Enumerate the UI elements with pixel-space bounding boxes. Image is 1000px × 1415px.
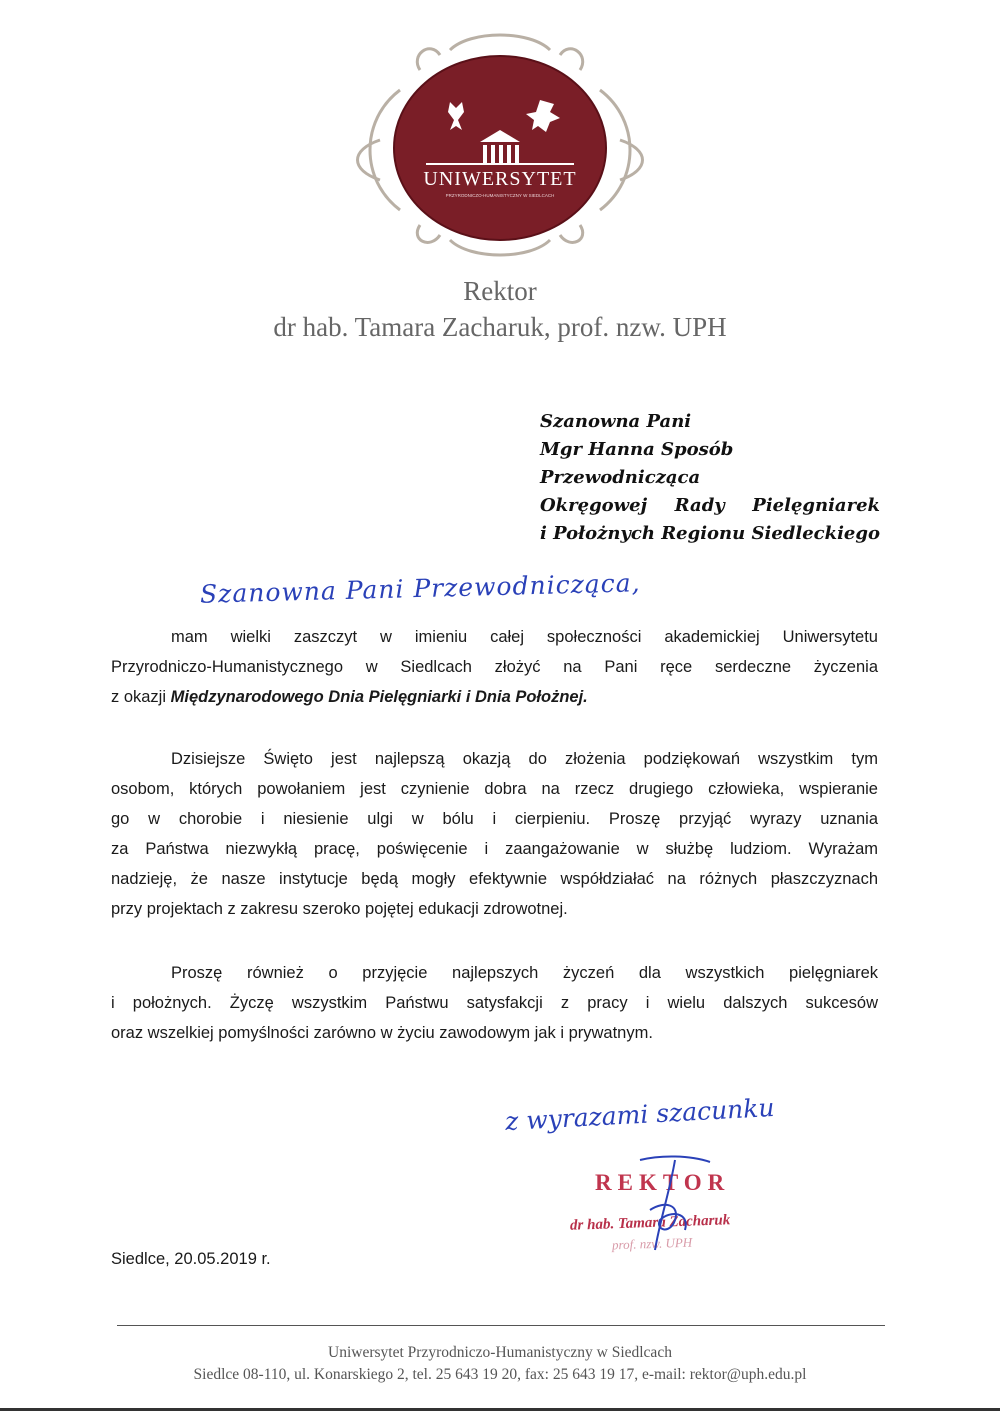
text-line: i położnych. Życzę wszystkim Państwu satysfakcji z pracy i wielu dalszych sukcesów [111, 994, 878, 1012]
addressee-word: Regionu [661, 523, 746, 544]
footer-contact: Siedlce 08-110, ul. Konarskiego 2, tel. 25 643 19 20, fax: 25 643 19 17, e-mail: rektor@uph.edu.pl [193, 1366, 807, 1383]
addressee-word: Rady [674, 495, 725, 516]
handwritten-salutation: Szanowna Pani Przewodnicząca, [199, 568, 641, 609]
scan-edge [0, 1408, 1000, 1411]
addressee-word: Siedleckiego [751, 523, 880, 544]
text-line [111, 682, 878, 712]
addressee-line [540, 520, 880, 548]
letter-date: Siedlce, 20.05.2019 r. [111, 1250, 271, 1268]
text-line: przy projektach z zakresu szeroko pojętej edukacji zdrowotnej. [111, 900, 568, 918]
footer-divider [117, 1325, 885, 1326]
header-name: dr hab. Tamara Zacharuk, prof. nzw. UPH [273, 312, 727, 342]
header-title: Rektor [463, 276, 537, 306]
addressee-block [540, 408, 880, 548]
addressee-word: Pielęgniarek [752, 495, 880, 516]
paragraph-3 [111, 958, 878, 1048]
text-line: osobom, których powołaniem jest czynienie dobra na rzecz drugiego człowieka, wspieranie [111, 780, 878, 798]
addressee-word: i Położnych [540, 523, 655, 544]
university-logo [340, 30, 660, 260]
emphasis-text: Międzynarodowego Dnia Pielęgniarki i Dnia Położnej. [170, 688, 588, 706]
footer-institution: Uniwersytet Przyrodniczo-Humanistyczny w Siedlcach [328, 1344, 672, 1361]
text-line: nadzieję, że nasze instytucje będą mogły efektywnie współdziałać na różnych płaszczyznach [111, 870, 878, 888]
text-line: Przyrodniczo-Humanistycznego w Siedlcach złożyć na Pani ręce serdeczne życzenia [111, 658, 878, 676]
handwritten-closing: z wyrazami szacunku [504, 1092, 776, 1137]
paragraph-1 [111, 622, 878, 712]
addressee-line: Szanowna Pani [540, 411, 692, 432]
stamp-subtitle: prof. nzw. UPH [611, 1234, 693, 1253]
text-line: Proszę również o przyjęcie najlepszych życzeń dla wszystkich pielęgniarek [171, 964, 878, 982]
addressee-line [540, 492, 880, 520]
addressee-word: Okręgowej [540, 495, 648, 516]
text-line: go w chorobie i niesienie ulgi w bólu i cierpieniu. Proszę przyjąć wyrazy uznania [111, 810, 878, 828]
addressee-line: Mgr Hanna Sposób [540, 439, 734, 460]
logo-text: UNIWERSYTET [423, 168, 577, 190]
text-line: mam wielki zaszczyt w imieniu całej społeczności akademickiej Uniwersytetu [171, 628, 878, 646]
stamp-title: REKTOR [595, 1170, 731, 1195]
paragraph-2 [111, 744, 878, 924]
text-line: oraz wszelkiej pomyślności zarówno w życiu zawodowym jak i prywatnym. [111, 1024, 653, 1042]
text-line: za Państwa niezwykłą pracę, poświęcenie i zaangażowanie w służbę ludziom. Wyrażam [111, 840, 878, 858]
handwritten-signature [620, 1150, 720, 1260]
stamp-name: dr hab. Tamara Zacharuk [569, 1212, 731, 1234]
logo-subtext: PRZYRODNICZO-HUMANISTYCZNY W SIEDLCACH [445, 193, 555, 198]
text-prefix: z okazji [111, 688, 171, 706]
text-line: Dzisiejsze Święto jest najlepszą okazją do złożenia podziękowań wszystkim tym [171, 750, 878, 768]
addressee-line: Przewodnicząca [540, 467, 701, 488]
